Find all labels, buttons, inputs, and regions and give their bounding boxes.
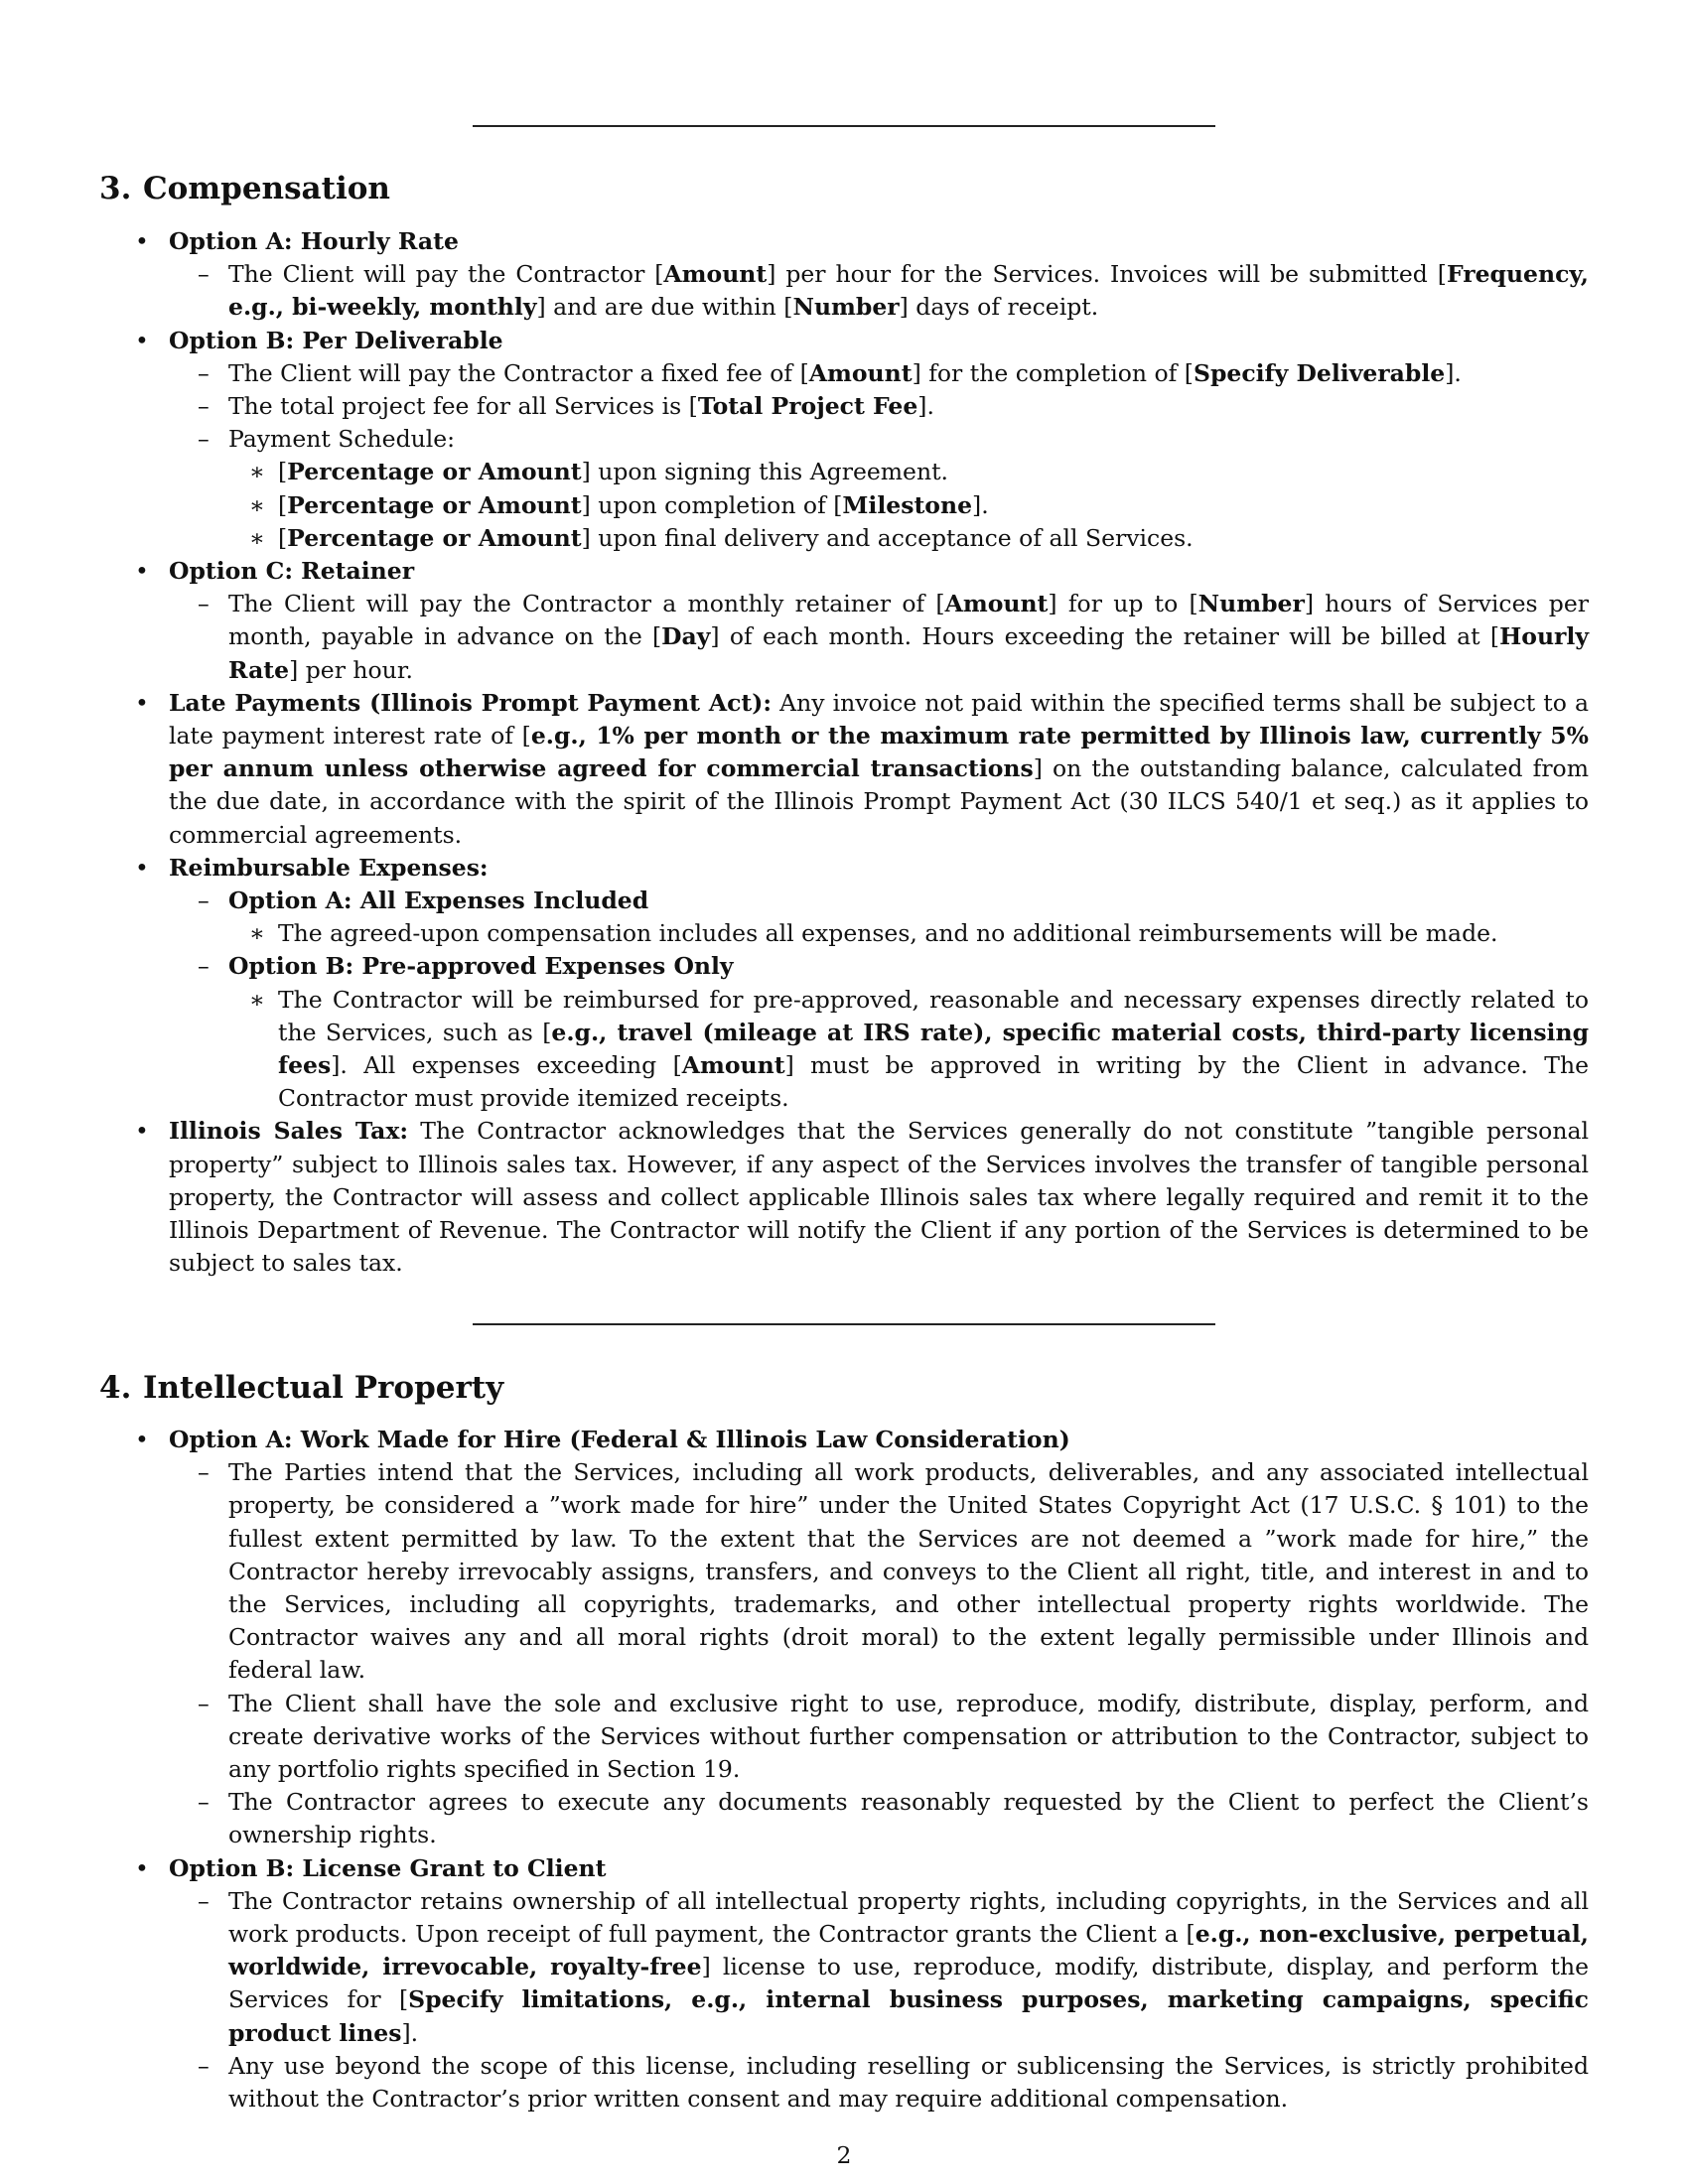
text-run: The Contractor will be reimbursed for pre-approved, reasonable and necessary expenses directly related to the Services, such as [ [278,985,1589,1046]
text-run: ]. [401,2018,419,2047]
text-run: ] days of receipt. [899,293,1099,322]
item-label: Option A: Hourly Rate [169,227,459,255]
text-run: ] per hour for the Services. Invoices will be submitted [ [767,260,1447,289]
placeholder-field: Percentage or Amount [287,490,582,519]
section-title: Compensation [143,171,390,206]
text-run: The Contractor retains ownership of all intellectual property rights, including copyrights, in the Services and all work products. Upon receipt of full payment, the Contractor grants the Client a [ [228,1886,1589,1949]
bullet-icon: • [135,326,149,354]
placeholder-field: Specify limitations, e.g., internal business purposes, marketing campaigns, specific product lines [228,1985,1589,2047]
item-label: Option A: Work Made for Hire (Federal & Illinois Law Consideration) [169,1426,1070,1453]
text-run: ]. All expenses exceeding [ [331,1051,682,1080]
text-run: The Client will pay the Contractor a monthly retainer of [ [228,590,945,618]
section-body-compensation [99,225,1589,1281]
placeholder-field: Day [661,622,711,651]
list-item [99,1852,1589,2116]
list-item [99,225,1589,325]
placeholder-field: Number [1197,590,1305,618]
compensation-list [99,225,1589,1281]
asterisk-icon: ∗ [249,919,265,948]
dash-icon: – [198,260,210,289]
dash-icon: – [198,425,210,454]
placeholder-field: e.g., non-exclusive, perpetual, worldwide, irrevocable, royalty-free [228,1920,1589,1981]
list-item [99,2050,1589,2116]
item-label: Illinois Sales Tax: [169,1117,409,1146]
dash-icon: – [198,590,210,618]
section-heading-compensation [99,171,390,206]
text-run: The Client will pay the Contractor [ [228,260,664,289]
list-item [99,390,1589,423]
list-item [99,984,1589,1116]
list-item [99,357,1589,390]
asterisk-icon: ∗ [249,458,265,486]
section-heading-intellectual-property [99,1370,503,1406]
text-run: ]. [972,490,989,519]
list-item [99,917,1589,950]
text-run: ] upon signing this Agreement. [581,458,948,486]
dash-icon: – [198,392,210,421]
placeholder-field: Amount [681,1051,785,1080]
bullet-icon: • [135,557,149,586]
asterisk-icon: ∗ [249,985,265,1014]
text-run: ] on the outstanding balance, calculated from the due date, in accordance with the spirit of the Illinois Prompt Payment Act (30 ILCS 540/1 et seq.) as it applies to commercial agreements. [169,754,1589,849]
item-label: Option B: Pre-approved Expenses Only [228,952,734,981]
bullet-icon: • [135,1117,149,1146]
list-item [99,489,1589,522]
text-run: The Client shall have the sole and exclusive right to use, reproduce, modify, distribute, display, perform, and create derivative works of the Services without further compensation or attribution to the Contractor, subject to any portfolio rights specified in Section 19. [228,1689,1589,1784]
text-run: The Parties intend that the Services, including all work products, deliverables, and any associated intellectual property, be considered a ”work made for hire” under the United States Copyright Act (17 U.S.C. § 101) to the fullest extent permitted by law. To the extent that the Services are not deemed a ”work made for hire,” the Contractor hereby irrevocably assigns, transfers, and conveys to the Client all right, title, and interest in and to the Services, including all copyrights, trademarks, and other intellectual property rights worldwide. The Contractor waives any and all moral rights (droit moral) to the extent legally permissible under Illinois and federal law. [228,1458,1589,1685]
list-item [99,1424,1589,1852]
text-run: Payment Schedule: [228,425,456,454]
text-run: The total project fee for all Services is [ [228,392,698,421]
text-run: ] license to use, reproduce, modify, distribute, display, and perform the Services for [ [228,1953,1589,2014]
dash-icon: – [198,1458,210,1487]
text-run: The Contractor acknowledges that the Services generally do not constitute ”tangible personal property” subject to Illinois sales tax. However, if any aspect of the Services involves the transfer of tangible personal property, the Contractor will assess and collect applicable Illinois sales tax where legally required and remit it to the Illinois Department of Revenue. The Contractor will notify the Client if any portion of the Services is determined to be subject to sales tax. [169,1117,1589,1278]
item-label: Option A: All Expenses Included [228,887,649,915]
dash-icon: – [198,1689,210,1717]
section-title: Intellectual Property [143,1370,504,1406]
list-item [99,588,1589,687]
placeholder-field: Percentage or Amount [287,523,582,552]
text-run: ] of each month. Hours exceeding the retainer will be billed at [ [710,622,1500,651]
text-run: ] must be approved in writing by the Client in advance. The Contractor must provide itemized receipts. [278,1051,1589,1113]
placeholder-field: e.g., travel (mileage at IRS rate), specific material costs, third-party licensing fees [278,1018,1590,1080]
text-run: [ [278,523,288,552]
placeholder-field: Milestone [842,490,973,519]
item-label: Late Payments (Illinois Prompt Payment Act): [169,688,773,717]
bullet-icon: • [135,227,149,255]
dash-icon: – [198,1788,210,1817]
list-item [99,950,1589,1115]
list-item [99,885,1589,950]
asterisk-icon: ∗ [249,523,265,552]
text-run: ] for the completion of [ [912,358,1194,387]
dash-icon: – [198,1886,210,1915]
bullet-icon: • [135,688,149,717]
list-item [99,522,1589,555]
list-item [99,325,1589,555]
bullet-icon: • [135,1853,149,1882]
text-run: ]. [1445,358,1462,387]
intellectual-property-list [99,1424,1589,2116]
placeholder-field: Amount [663,260,768,289]
item-label: Reimbursable Expenses: [169,853,489,882]
dash-icon: – [198,358,210,387]
text-run: Any invoice not paid within the specified terms shall be subject to a late payment interest rate of [ [169,688,1589,751]
list-item [99,555,1589,687]
dash-icon: – [198,952,210,981]
dash-icon: – [198,887,210,915]
bullet-icon: • [135,1426,149,1453]
list-item [99,1786,1589,1851]
item-label: Option B: License Grant to Client [169,1853,607,1882]
dash-icon: – [198,2051,210,2080]
text-run: ] for up to [ [1048,590,1198,618]
bullet-icon: • [135,853,149,882]
list-item [99,1885,1589,2050]
text-run: ] and are due within [ [536,293,793,322]
text-run: The agreed-upon compensation includes all expenses, and no additional reimbursements will be made. [278,919,1498,948]
list-item [99,456,1589,488]
horizontal-rule [473,1323,1215,1325]
placeholder-field: Number [792,293,900,322]
placeholder-field: Total Project Fee [697,392,918,421]
item-label: Option C: Retainer [169,557,415,586]
placeholder-field: Amount [808,358,913,387]
page-number: 2 [836,2141,852,2169]
list-item [99,687,1589,852]
text-run: ]. [917,392,934,421]
placeholder-field: Hourly Rate [228,622,1589,684]
text-run: The Client will pay the Contractor a fixed fee of [ [228,358,809,387]
text-run: [ [278,458,288,486]
placeholder-field: Specify Deliverable [1193,358,1446,387]
item-label: Option B: Per Deliverable [169,326,503,354]
placeholder-field: Percentage or Amount [287,458,582,486]
placeholder-field: Amount [944,590,1049,618]
text-run: ] per hour. [289,655,413,684]
asterisk-icon: ∗ [249,490,265,519]
text-run: ] upon completion of [ [581,490,843,519]
text-run: The Contractor agrees to execute any documents reasonably requested by the Client to perfect the Client’s ownership rights. [228,1788,1589,1849]
text-run: ] upon final delivery and acceptance of all Services. [581,523,1194,552]
list-item [99,1115,1589,1280]
section-body-intellectual-property [99,1424,1589,2116]
placeholder-field: Frequency, e.g., bi-weekly, monthly [228,260,1589,322]
section-number: 3. [99,171,132,206]
section-number: 4. [99,1370,132,1406]
horizontal-rule [473,125,1215,127]
list-item [99,1688,1589,1787]
list-item [99,423,1589,555]
list-item [99,1456,1589,1687]
list-item [99,258,1589,324]
placeholder-field: e.g., 1% per month or the maximum rate permitted by Illinois law, currently 5% per annum unless otherwise agreed for commercial transactions [169,722,1589,783]
text-run: ] hours of Services per month, payable in advance on the [ [228,590,1589,651]
list-item [99,852,1589,1116]
text-run: Any use beyond the scope of this license, including reselling or sublicensing the Services, is strictly prohibited without the Contractor’s prior written consent and may require additional compensation. [228,2051,1589,2114]
text-run: [ [278,490,288,519]
